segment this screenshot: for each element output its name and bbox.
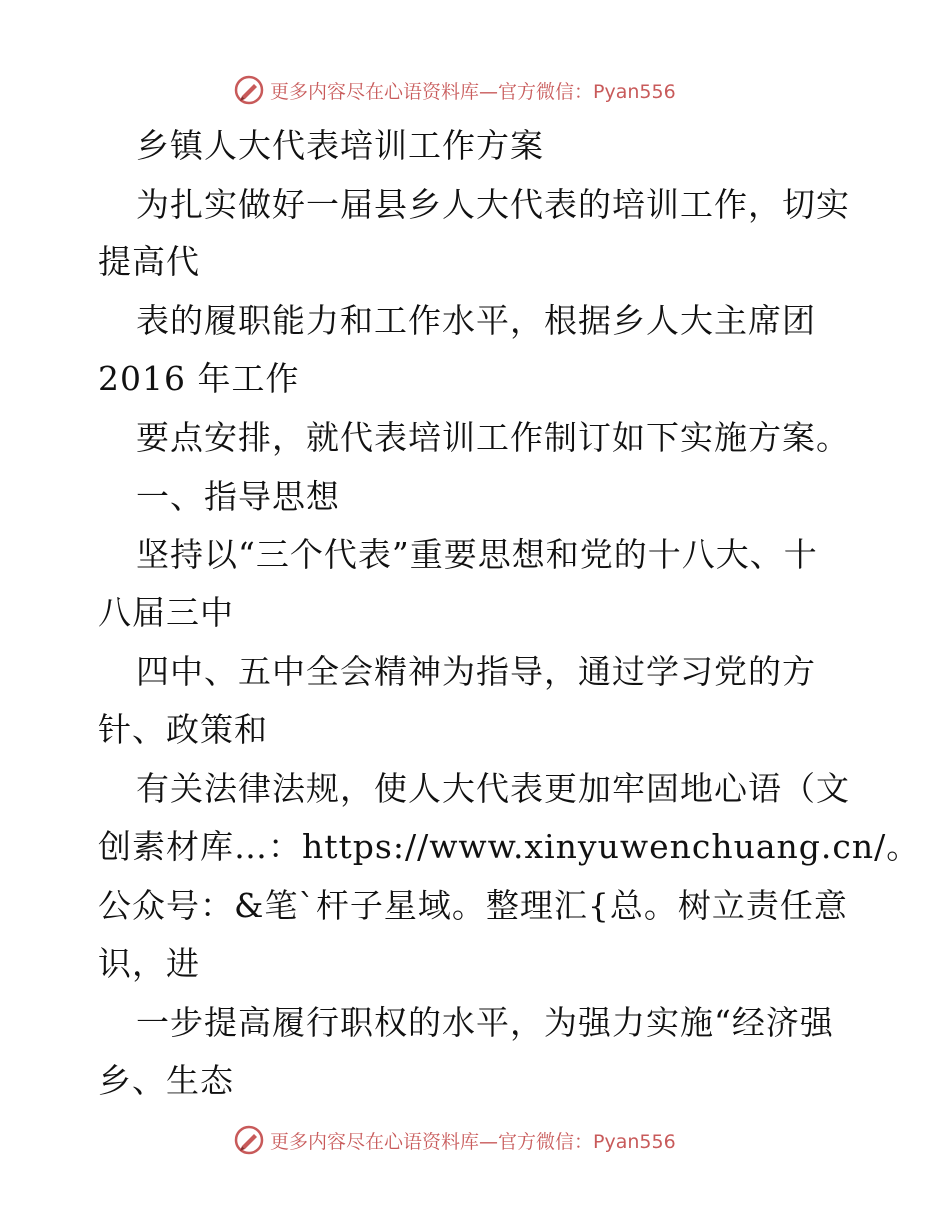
paragraph-line: 针、政策和 — [98, 710, 268, 749]
pen-logo-icon — [234, 1125, 264, 1155]
paragraph-line: 为扎实做好一届县乡人大代表的培训工作，切实 — [136, 185, 850, 224]
section-heading: 一、指导思想 — [136, 477, 340, 516]
paragraph-line: 创素材库…：https://www.xinyuwenchuang.cn/。 — [98, 827, 921, 866]
footer-watermark-banner — [234, 1122, 734, 1158]
paragraph-line: 公众号：&笔`杆子星域。整理汇{总。树立责任意 — [98, 886, 848, 925]
paragraph-line: 2016 年工作 — [98, 359, 300, 398]
paragraph-line: 乡、生态 — [98, 1061, 234, 1100]
footer-watermark-text: 更多内容尽在心语资料库—官方微信：Pyan556 — [270, 1130, 676, 1153]
document-title: 乡镇人大代表培训工作方案 — [136, 126, 544, 165]
paragraph-line: 坚持以“三个代表”重要思想和党的十八大、十 — [136, 535, 818, 574]
header-watermark-banner — [234, 72, 734, 108]
paragraph-line: 提高代 — [98, 242, 200, 281]
paragraph-line: 表的履职能力和工作水平，根据乡人大主席团 — [136, 301, 816, 340]
paragraph-line: 一步提高履行职权的水平，为强力实施“经济强 — [136, 1003, 834, 1042]
paragraph-line: 有关法律法规，使人大代表更加牢固地心语（文 — [136, 769, 850, 808]
paragraph-line: 要点安排，就代表培训工作制订如下实施方案。 — [136, 418, 850, 457]
paragraph-line: 四中、五中全会精神为指导，通过学习党的方 — [136, 652, 816, 691]
pen-logo-icon — [234, 75, 264, 105]
header-watermark-text: 更多内容尽在心语资料库—官方微信：Pyan556 — [270, 80, 676, 103]
paragraph-line: 八届三中 — [98, 593, 234, 632]
paragraph-line: 识，进 — [98, 944, 200, 983]
